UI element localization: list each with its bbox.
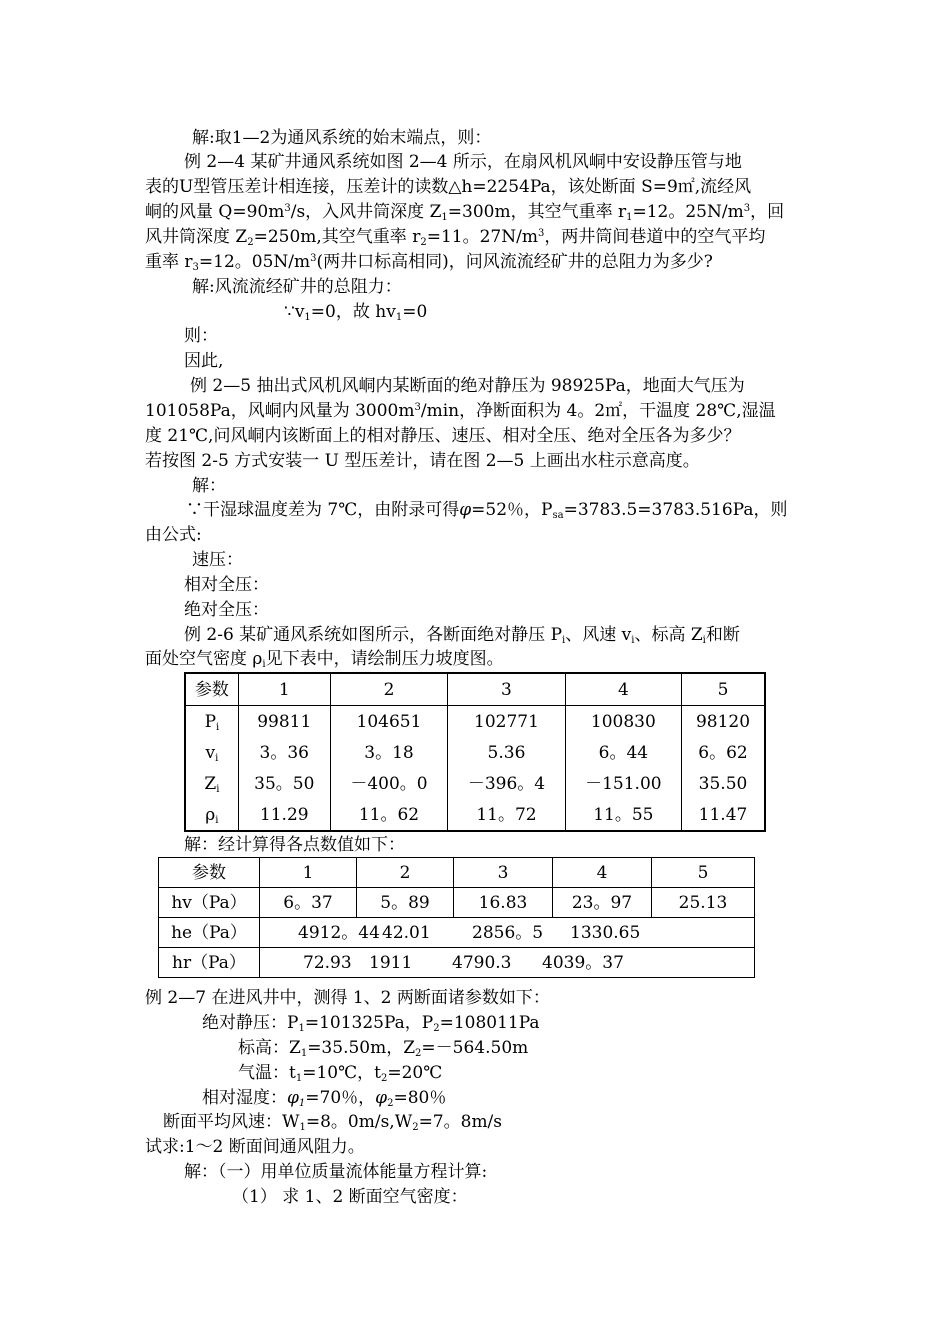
text: 见下表中，请绘制压力坡度图。	[265, 649, 504, 669]
table-header-cell: 5	[682, 673, 765, 706]
example-2-6-title	[184, 623, 740, 647]
table-cell: －151.00	[565, 768, 681, 799]
text: =11。27N/m	[426, 227, 538, 247]
subscript: i	[562, 635, 566, 646]
example-2-5-line	[145, 523, 202, 547]
row-label: he（Pa）	[159, 918, 260, 948]
value: 4039。37	[542, 952, 624, 973]
text: 标高：Z	[238, 1038, 301, 1058]
text: 和断	[705, 625, 740, 645]
text: =108011Pa	[439, 1013, 540, 1033]
text: 风井筒深度 Z	[145, 227, 248, 247]
text: 则：	[184, 326, 218, 346]
text: 表的U型管压差计相连接，压差计的读数△h=2254Pa，该处断面 S=9㎡,流经风	[145, 177, 752, 197]
subscript: sa	[552, 510, 564, 521]
subscript: 1	[295, 1073, 303, 1084]
table-header-cell: 参数	[185, 673, 238, 706]
table-cell: －400。0	[330, 768, 447, 799]
text: =8。0m/s,W	[305, 1112, 413, 1132]
subscript: 1	[298, 1098, 306, 1109]
subscript: i	[216, 783, 220, 795]
table-header-cell: 5	[652, 858, 755, 888]
text: 由公式:	[145, 525, 202, 545]
table-row	[185, 706, 765, 738]
text: =－564.50m	[421, 1038, 529, 1058]
table-cell: 11.29	[238, 799, 330, 831]
text: 例 2—4 某矿井通风系统如图 2—4 所示，在扇风机风峒中安设静压管与地	[184, 152, 742, 172]
subscript: i	[215, 752, 219, 764]
text: 气温：t	[238, 1063, 296, 1083]
table-header-cell: 1	[260, 858, 357, 888]
superscript: 3	[310, 253, 317, 264]
table-cell: 11.47	[682, 799, 765, 831]
value: 1911	[369, 952, 413, 973]
text: =7。8m/s	[418, 1112, 503, 1132]
solution-line	[192, 126, 491, 150]
subscript: i	[262, 659, 266, 670]
table-cell: 6。37	[260, 888, 357, 918]
table-cell: 23。97	[553, 888, 652, 918]
text: =10℃，t	[302, 1063, 381, 1083]
text: =12。05N/m	[198, 252, 311, 272]
subscript: 2	[415, 1048, 422, 1059]
table-cell: －396。4	[448, 768, 565, 799]
speed-pressure-label	[192, 548, 243, 572]
text: 例 2-6 某矿通风系统如图所示，各断面绝对静压 P	[184, 625, 563, 645]
merged-cell	[260, 918, 755, 948]
text: v	[205, 742, 216, 763]
subscript: 2	[380, 1073, 388, 1084]
solution-line	[192, 275, 402, 299]
row-label	[185, 737, 238, 768]
text: =0，故 hv	[310, 302, 396, 322]
solution-line	[184, 1160, 487, 1184]
text: ，两井筒间巷道中的空气平均	[544, 227, 766, 247]
table-header-row	[185, 673, 765, 706]
example-2-5-title	[190, 374, 745, 398]
table-cell: 3。18	[330, 737, 447, 768]
solution-line	[184, 833, 405, 857]
subscript: 1	[395, 312, 403, 323]
step-line	[232, 1185, 468, 1209]
example-2-4-line	[145, 225, 765, 249]
text: =3783.5=3783.516Pa，则	[563, 500, 788, 520]
subscript: 1	[300, 1048, 308, 1059]
text: /s，入风井筒深度 Z	[290, 202, 442, 222]
text: 解：	[192, 476, 226, 496]
table-cell: 3。36	[238, 737, 330, 768]
text: =80％	[393, 1088, 447, 1108]
table-header-cell: 2	[330, 673, 447, 706]
text: 因此,	[184, 351, 224, 371]
table-row	[185, 799, 765, 831]
text: (两井口标高相同)，问风流流经矿井的总阻力为多少?	[316, 252, 713, 272]
subscript: 1	[626, 212, 633, 223]
table-header-cell: 1	[238, 673, 330, 706]
superscript: 3	[537, 228, 545, 239]
text: ，回	[750, 202, 785, 222]
table-header-cell: 参数	[159, 858, 260, 888]
text: 相对全压：	[184, 575, 269, 595]
table-cell: 16.83	[454, 888, 553, 918]
example-2-4-title	[184, 150, 742, 174]
superscript: 3	[414, 402, 421, 413]
text: ∵干湿球温度差为 7℃，由附录可得	[186, 500, 460, 520]
table-cell: 11。55	[565, 799, 681, 831]
text: 度 21℃,问风峒内该断面上的相对静压、速压、相对全压、绝对全压各为多少？	[145, 426, 741, 446]
subscript: 2	[420, 237, 427, 248]
absolute-total-pressure-label	[184, 598, 269, 622]
table-header-cell: 4	[553, 858, 652, 888]
subscript: 1	[441, 212, 448, 223]
table-header-cell: 3	[454, 858, 553, 888]
table-cell: 35.50	[682, 768, 765, 799]
subscript: 2	[412, 1122, 419, 1133]
value: 42.01	[382, 922, 431, 943]
param-pressure	[202, 1011, 540, 1035]
text: 绝对静压：P	[202, 1013, 299, 1033]
text: 若按图 2-5 方式安装一 U 型压差计，请在图 2—5 上画出水柱示意高度。	[145, 451, 700, 471]
table-header-cell: 2	[357, 858, 454, 888]
text: 重率 r	[145, 252, 193, 272]
table-cell: 99811	[238, 706, 330, 738]
text: 解:取1—2为通风系统的始末端点，则：	[192, 128, 492, 148]
text: =300m，其空气重率 r	[447, 202, 627, 222]
row-label	[185, 799, 238, 831]
text: 试求:1～2 断面间通风阻力。	[145, 1137, 365, 1157]
table-cell: 98120	[682, 706, 765, 738]
subscript: 2	[247, 237, 254, 248]
text: ρ	[205, 804, 216, 825]
subscript: 3	[192, 262, 199, 273]
text: 速压：	[192, 550, 243, 570]
subscript: i	[631, 635, 635, 646]
example-2-5-line	[145, 424, 740, 448]
param-velocity	[163, 1110, 502, 1134]
table-cell: 11。72	[448, 799, 565, 831]
example-2-5-line	[145, 449, 700, 473]
table-header-cell: 4	[565, 673, 681, 706]
table-cell: 11。62	[330, 799, 447, 831]
row-label: hv（Pa）	[159, 888, 260, 918]
text: 解：经计算得各点数值如下：	[184, 835, 405, 855]
phi-symbol: φ	[459, 500, 472, 520]
text: 绝对全压：	[184, 600, 269, 620]
text: =35.50m，Z	[307, 1038, 416, 1058]
text: 解：（一）用单位质量流体能量方程计算:	[184, 1162, 488, 1182]
text: /min，净断面积为 4。2㎡，干温度 28℃,湿温	[420, 401, 776, 421]
text: 峒的风量 Q=90m	[145, 202, 285, 222]
text: =52％，P	[471, 500, 553, 520]
table-cell: 5.36	[448, 737, 565, 768]
table-row	[159, 918, 755, 948]
question-line	[145, 1135, 365, 1159]
phi-symbol: φ	[375, 1088, 388, 1108]
value: 2856。5	[472, 922, 544, 943]
text: 解:风流流经矿井的总阻力：	[192, 277, 402, 297]
subscript: 1	[304, 312, 311, 323]
row-label	[185, 768, 238, 799]
subscript: 2	[387, 1098, 394, 1109]
table-row	[159, 948, 755, 978]
text: 相对湿度：	[202, 1088, 287, 1108]
table-cell: 25.13	[652, 888, 755, 918]
text: ∵v	[284, 302, 305, 322]
table-cell: 102771	[448, 706, 565, 738]
table-header-cell: 3	[448, 673, 565, 706]
example-2-5-line	[145, 399, 776, 423]
param-elevation	[238, 1036, 528, 1060]
subscript: 2	[433, 1023, 440, 1034]
text: P	[204, 711, 217, 732]
subscript: 1	[298, 1023, 305, 1034]
param-humidity	[202, 1086, 446, 1110]
row-label	[185, 706, 238, 738]
table-header-row	[159, 858, 755, 888]
text: 断面平均风速：W	[163, 1112, 300, 1132]
table-row	[185, 768, 765, 799]
value: 4790.3	[452, 952, 512, 973]
value: 1330.65	[570, 922, 641, 943]
example-2-5-line	[186, 498, 787, 522]
example-2-7-title	[145, 986, 550, 1010]
superscript: 3	[743, 203, 751, 214]
example-2-4-line	[145, 200, 784, 224]
table-row	[185, 737, 765, 768]
because-line	[284, 300, 427, 324]
subscript: 1	[299, 1122, 306, 1133]
table-cell: 6。44	[565, 737, 681, 768]
text: 101058Pa，风峒内风量为 3000m	[145, 401, 415, 421]
text: 、风速 v	[565, 625, 632, 645]
param-temperature	[238, 1061, 442, 1085]
value: 72.93	[303, 952, 352, 973]
example-2-6-line	[145, 647, 504, 671]
text: =101325Pa，P	[304, 1013, 434, 1033]
phi-symbol: φ	[287, 1088, 299, 1108]
table-row	[159, 888, 755, 918]
hence-line	[184, 349, 223, 373]
example-2-4-line	[145, 250, 713, 274]
table-cell: 100830	[565, 706, 681, 738]
table-cell: 5。89	[357, 888, 454, 918]
text: 例 2—5 抽出式风机风峒内某断面的绝对静压为 98925Pa，地面大气压为	[190, 376, 745, 396]
text: 、标高 Z	[634, 625, 703, 645]
parameter-table	[184, 672, 766, 832]
result-table	[158, 857, 755, 978]
text: （1） 求 1、2 断面空气密度：	[232, 1187, 468, 1207]
example-2-4-line	[145, 175, 751, 199]
table-cell: 35。50	[238, 768, 330, 799]
subscript: i	[215, 814, 219, 826]
superscript: 3	[284, 203, 291, 214]
table-cell: 6。62	[682, 737, 765, 768]
row-label: hr（Pa）	[159, 948, 260, 978]
text: =250m,其空气重率 r	[253, 227, 421, 247]
relative-total-pressure-label	[184, 573, 269, 597]
text: Z	[204, 773, 217, 794]
text: =70％，	[305, 1088, 376, 1108]
text: =20℃	[387, 1063, 443, 1083]
text: 例 2—7 在进风井中，测得 1、2 两断面诸参数如下：	[145, 988, 550, 1008]
subscript: i	[702, 635, 706, 646]
text: 面处空气密度 ρ	[145, 649, 263, 669]
table-cell: 104651	[330, 706, 447, 738]
then-line	[184, 324, 218, 348]
text: =12。25N/m	[632, 202, 744, 222]
value: 4912。44	[298, 922, 380, 943]
subscript: i	[216, 721, 220, 733]
text: =0	[402, 302, 428, 322]
solution-line	[192, 474, 226, 498]
merged-cell	[260, 948, 755, 978]
